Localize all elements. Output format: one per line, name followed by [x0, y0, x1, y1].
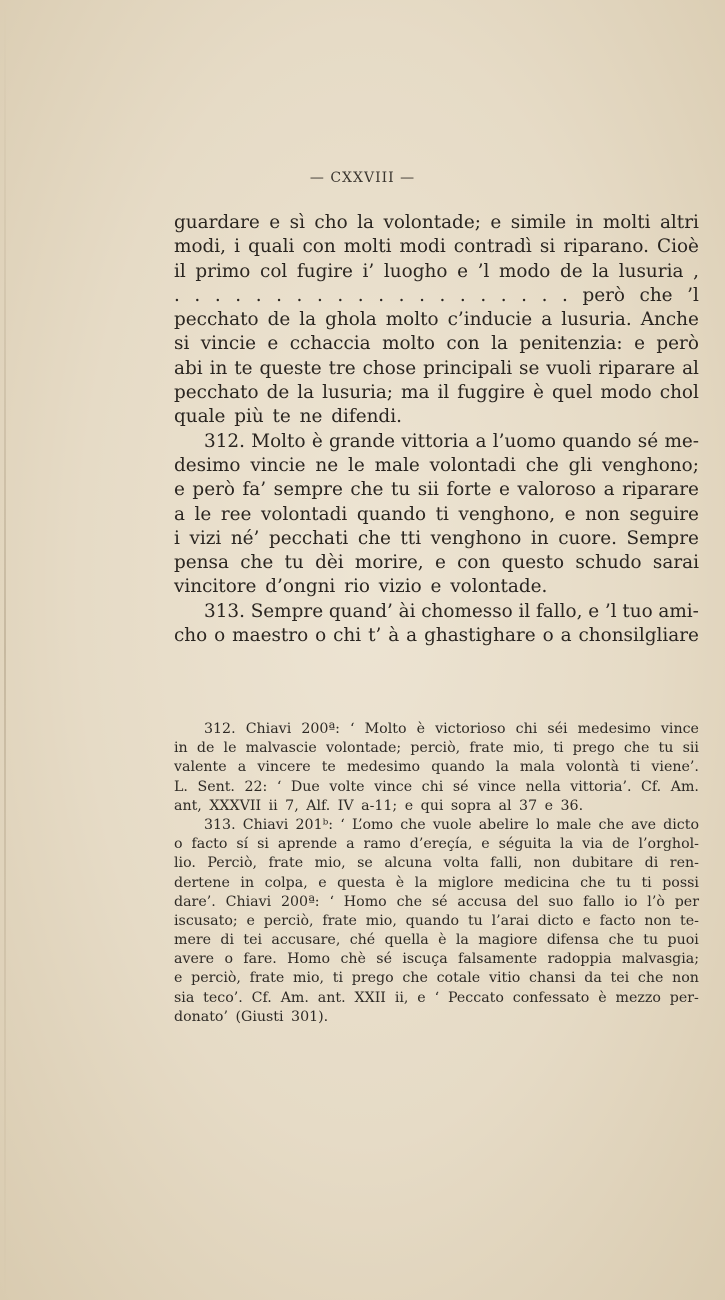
main-line: e però fa’ sempre che tu sii forte e valoroso a riparare — [174, 479, 699, 501]
note-313-start: 313. Chiavi 201ᵇ: ‘ L’omo che vuole abelire lo male che ave dicto — [204, 816, 699, 833]
main-line: pensa che tu dèi morire, e con questo schudo sarai — [174, 552, 699, 574]
note-line: L. Sent. 22: ‘ Due volte vince chi sé vince nella vittoria’. Cf. Am. — [174, 778, 699, 795]
main-line: desimo vincie ne le male volontadi che gli venghono; — [174, 454, 699, 476]
main-line: pecchato de la ghola molto c’inducie a lusuria. Anche — [174, 309, 699, 331]
main-line: il primo col fugire i’ luogho e ’l modo de la lusuria , — [174, 260, 699, 282]
main-line: cho o maestro o chi t’ à a ghastighare o a chonsilgliare — [174, 625, 699, 647]
main-line: abi in te queste tre chose principali se vuoli riparare al — [174, 357, 699, 379]
main-line: vincitore d’ongni rio vizio e volontade. — [174, 576, 548, 598]
note-line: iscusato; e perciò, frate mio, quando tu l’arai dicto e facto non te- — [174, 912, 699, 929]
note-line: sia teco’. Cf. Am. ant. XXII ii, e ‘ Peccato confessato è mezzo per- — [174, 989, 699, 1006]
paragraph-312-start: 312. Molto è grande vittoria a l’uomo quando sé me- — [204, 430, 699, 452]
main-line: pecchato de la lusuria; ma il fuggire è quel modo chol — [174, 382, 699, 404]
note-line: lio. Perciò, frate mio, se alcuna volta falli, non dubitare di ren- — [174, 855, 699, 872]
page-header: — CXXVIII — — [309, 170, 416, 186]
main-line: si vincie e cchaccia molto con la penitenzia: e però — [174, 333, 699, 355]
note-line: avere o fare. Homo chè sé iscuça falsamente radoppia malvasgia; — [174, 951, 699, 968]
note-line: o facto sí si aprende a ramo d’ereçía, e séguita la via de l’orghol- — [174, 836, 699, 853]
main-line: modi, i quali con molti modi contradì si riparano. Cioè — [174, 236, 699, 258]
main-line-ellipsis: . . . . . . . . . . . . . . . . . . . . però che ’l — [174, 284, 699, 306]
note-line: ant, XXXVII ii 7, Alf. IV a-11; e qui sopra al 37 e 36. — [174, 797, 584, 814]
note-line: e perciò, frate mio, ti prego che cotale vitio chansi da tei che non — [174, 970, 699, 987]
main-line: i vizi né’ pecchati che tti venghono in cuore. Sempre — [174, 527, 699, 549]
paragraph-313-start: 313. Sempre quand’ ài chomesso il fallo, e ’l tuo ami- — [204, 600, 699, 622]
note-line: valente a vincere te medesimo quando la mala volontà ti viene’. — [174, 759, 699, 776]
note-line: dare’. Chiavi 200ª: ‘ Homo che sé accusa del suo fallo io l’ò per — [174, 893, 699, 910]
note-line: mere di tei accusare, ché quella è la magiore difensa che tu puoi — [174, 932, 699, 949]
main-text — [174, 211, 699, 648]
main-line: guardare e sì cho la volontade; e simile in molti altri — [174, 212, 699, 233]
footnotes — [174, 720, 699, 1027]
main-line: quale più te ne difendi. — [174, 406, 402, 428]
note-line: in de le malvascie volontade; perciò, frate mio, ti prego che tu sii — [174, 740, 699, 757]
note-line: donato’ (Giusti 301). — [174, 1008, 329, 1025]
note-line: dertene in colpa, e questa è la miglore medicina che tu ti possi — [174, 874, 699, 891]
page-crease — [4, 0, 6, 1300]
main-line: a le ree volontadi quando ti venghono, e non seguire — [174, 503, 699, 525]
note-312-start: 312. Chiavi 200ª: ‘ Molto è victorioso chi séi medesimo vince — [204, 721, 699, 737]
